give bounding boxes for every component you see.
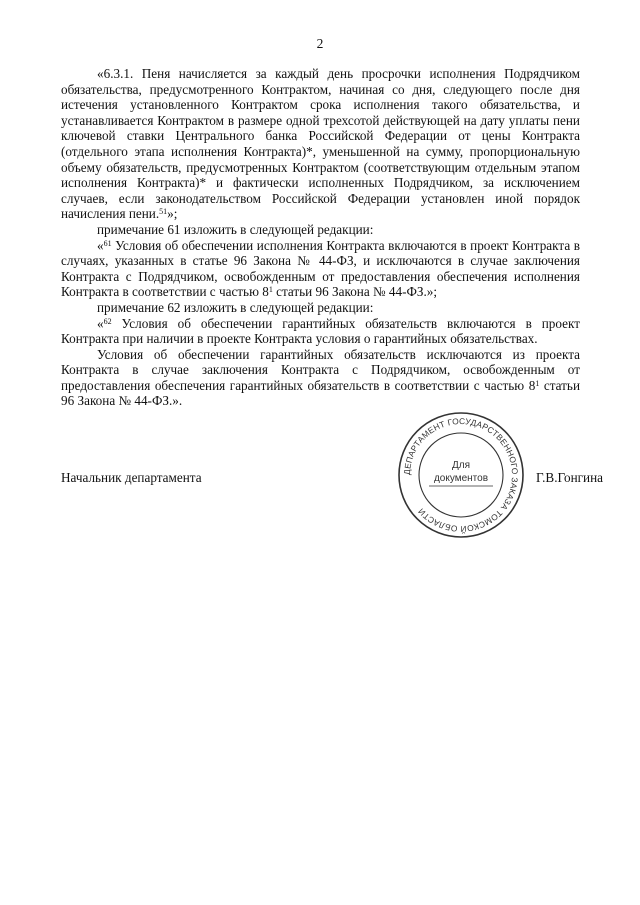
official-stamp (396, 410, 526, 540)
document-body (61, 66, 580, 409)
part-superscript: 1 (535, 378, 540, 388)
note-62-text: Условия об обеспечении гарантийных обязательств включаются в проект Контракта при наличии в проекте Контракта условия о гарантийных обязательствах. (61, 315, 580, 347)
paragraph-guarantee-exclusion (61, 347, 580, 409)
footnote-ref-61: 61 (103, 238, 112, 248)
paragraph-note-62-intro: примечание 62 изложить в следующей редакции: (97, 299, 374, 315)
stamp-center-line1: Для (451, 460, 471, 471)
paragraph-note-61-intro: примечание 61 изложить в следующей редакции: (97, 221, 374, 237)
paragraph-penalty-clause (61, 66, 580, 222)
paragraph-note-62 (61, 316, 580, 347)
footnote-ref-62: 62 (103, 316, 112, 326)
stamp-ring-text: ДЕПАРТАМЕНТ ГОСУДАРСТВЕННОГО ЗАКАЗА ТОМСКОЙ ОБЛАСТИ (401, 415, 521, 535)
stamp-center-line2: документов (433, 473, 489, 484)
page-number: 2 (316, 36, 324, 51)
note-61-tail: статьи 96 Закона № 44-ФЗ.»; (272, 284, 438, 300)
note-61-open-quote: « (97, 237, 104, 253)
penalty-clause-text: «6.3.1. Пеня начисляется за каждый день просрочки исполнения Подрядчиком обязательства, предусмотренного Контрактом, начиная со дня, следующего после дня истечения установленного Контрактом срока исполнения такого обязательства, и устанавливается Контрактом в размере одной трехсотой действующей на дату уплаты пени ключевой ставки Центрального банка Российской Федерации от цены Контракта (отдельного этапа исполнения Контракта)*, уменьшенной на сумму, пропорциональную объему обязательств, предусмотренных Контрактом (соответствующим отдельным этапом исполнения Контракта)* и фактически исполненных Подрядчиком, за исключением случаев, если законодательством Российской Федерации установлен иной порядок начисления пени. (61, 66, 580, 222)
guarantee-exclusion-tail: статьи 96 Закона № 44-ФЗ.». (61, 377, 580, 409)
part-superscript: 1 (268, 285, 273, 295)
signature-name: Г.В.Гонгина (536, 470, 604, 485)
footnote-ref-51: 51 (159, 207, 168, 217)
guarantee-exclusion-text: Условия об обеспечении гарантийных обязательств исключаются из проекта Контракта в случае заключения Контракта с Подрядчиком, освобожденным от предоставления обеспечения гарантийных обязательств в соответствии с частью 8 (61, 346, 580, 393)
note-62-open-quote: « (97, 315, 104, 331)
penalty-clause-tail: »; (167, 206, 178, 222)
signature-title: Начальник департамента (61, 470, 202, 485)
note-61-text: Условия об обеспечении исполнения Контракта включаются в проект Контракта в случаях, указанных в статье 96 Закона № 44-ФЗ, и исключаются в случае заключения Контракта с Подрядчиком, освобожденным от предоставления обеспечения исполнения Контракта в соответствии с частью 8 (61, 237, 580, 300)
paragraph-note-61 (61, 238, 580, 300)
